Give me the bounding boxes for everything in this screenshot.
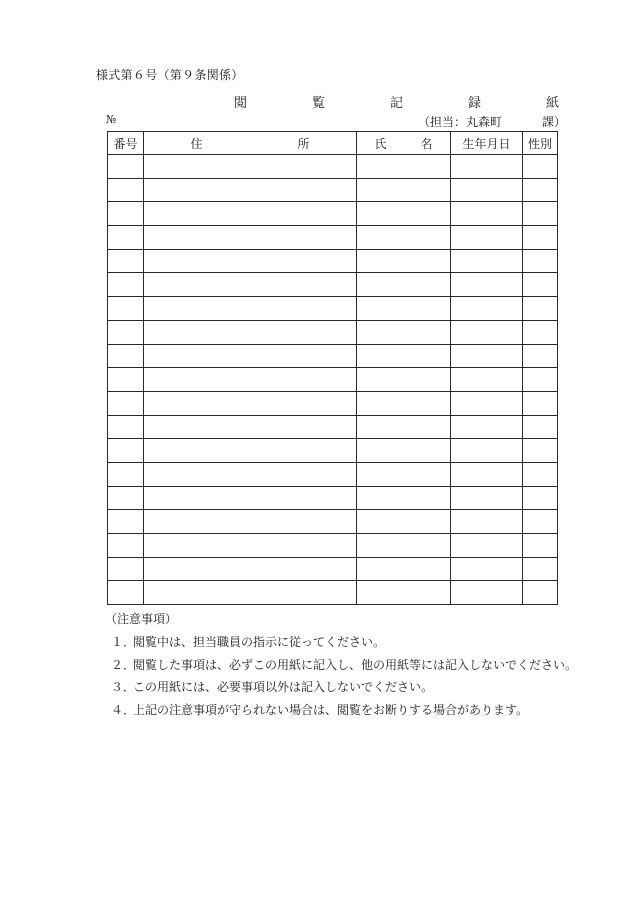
cell-address [144,557,357,581]
cell-address [144,368,357,392]
cell-number [108,510,144,534]
header-birthdate: 生年月日 [451,132,523,155]
cell-birthdate [451,557,523,581]
header-name-1: 氏 [374,136,387,151]
cell-birthdate [451,391,523,415]
cell-birthdate [451,439,523,463]
cell-number [108,368,144,392]
note-text: 閲覧した事項は、必ずこの用紙に記入し、他の用紙等には記入しないでください。 [133,657,578,672]
note-item [103,656,577,673]
cell-sex [523,439,558,463]
cell-name [357,320,451,344]
cell-name [357,249,451,273]
header-row [108,132,558,155]
cell-birthdate [451,510,523,534]
notes-list [103,633,577,718]
table-row [108,462,558,486]
cell-address [144,486,357,510]
cell-birthdate [451,368,523,392]
cell-name [357,557,451,581]
cell-name [357,534,451,558]
number-mark: № [106,113,117,126]
cell-address [144,155,357,179]
cell-sex [523,226,558,250]
cell-name [357,344,451,368]
table-row [108,391,558,415]
cell-birthdate [451,178,523,202]
cell-number [108,462,144,486]
cell-birthdate [451,581,523,605]
cell-name [357,178,451,202]
cell-birthdate [451,320,523,344]
cell-sex [523,581,558,605]
table-row [108,226,558,250]
cell-birthdate [451,486,523,510]
header-address-1: 住 [190,136,203,151]
cell-number [108,178,144,202]
table-row [108,581,558,605]
note-number: ２． [111,657,136,672]
charge-suffix: 課） [542,115,567,129]
table-row [108,510,558,534]
cell-number [108,557,144,581]
cell-sex [523,202,558,226]
header-name-2: 名 [420,136,433,151]
cell-address [144,344,357,368]
table-row [108,202,558,226]
cell-address [144,439,357,463]
charge-department [418,113,566,130]
cell-address [144,581,357,605]
cell-address [144,249,357,273]
cell-name [357,462,451,486]
table-row [108,415,558,439]
form-label: 様式第６号（第９条関係） [96,68,244,82]
note-item [103,678,577,695]
table-row [108,344,558,368]
header-name [357,132,451,155]
cell-sex [523,534,558,558]
note-number: ３． [111,680,136,694]
cell-sex [523,415,558,439]
header-sex: 性別 [523,132,558,155]
cell-address [144,320,357,344]
cell-address [144,391,357,415]
cell-sex [523,297,558,321]
notes-section [103,610,577,723]
cell-birthdate [451,155,523,179]
cell-address [144,297,357,321]
cell-birthdate [451,534,523,558]
table-row [108,178,558,202]
cell-name [357,439,451,463]
cell-name [357,202,451,226]
cell-sex [523,557,558,581]
note-text: 閲覧中は、担当職員の指示に従ってください。 [133,635,386,649]
cell-name [357,273,451,297]
cell-name [357,510,451,534]
page-title: 閲 覧 記 録 紙 [234,96,586,111]
table-row [108,320,558,344]
cell-address [144,462,357,486]
cell-number [108,581,144,605]
cell-name [357,226,451,250]
cell-number [108,391,144,415]
cell-sex [523,510,558,534]
cell-birthdate [451,462,523,486]
header-address [144,132,357,155]
cell-number [108,415,144,439]
cell-number [108,273,144,297]
cell-sex [523,273,558,297]
header-number: 番号 [108,132,144,155]
cell-name [357,486,451,510]
cell-number [108,155,144,179]
table-row [108,249,558,273]
cell-address [144,510,357,534]
cell-address [144,178,357,202]
cell-name [357,415,451,439]
table-row [108,297,558,321]
cell-name [357,368,451,392]
cell-address [144,226,357,250]
note-text: この用紙には、必要事項以外は記入しないでください。 [133,680,434,694]
table-row [108,439,558,463]
cell-birthdate [451,226,523,250]
cell-name [357,581,451,605]
cell-sex [523,178,558,202]
cell-sex [523,368,558,392]
cell-number [108,534,144,558]
note-number: １． [111,635,136,649]
cell-birthdate [451,297,523,321]
cell-birthdate [451,415,523,439]
cell-name [357,391,451,415]
cell-number [108,249,144,273]
cell-name [357,155,451,179]
header-address-2: 所 [297,136,310,151]
cell-sex [523,462,558,486]
cell-sex [523,486,558,510]
notes-title: （注意事項） [105,612,178,626]
cell-sex [523,320,558,344]
cell-number [108,439,144,463]
record-table [107,131,558,605]
cell-name [357,297,451,321]
cell-sex [523,344,558,368]
cell-sex [523,249,558,273]
table-row [108,273,558,297]
cell-address [144,415,357,439]
cell-birthdate [451,249,523,273]
cell-number [108,486,144,510]
cell-address [144,202,357,226]
cell-birthdate [451,344,523,368]
note-item [103,633,577,650]
cell-address [144,534,357,558]
table-row [108,557,558,581]
table-row [108,486,558,510]
cell-sex [523,391,558,415]
note-text: 上記の注意事項が守られない場合は、閲覧をお断りする場合があります。 [133,702,529,717]
cell-number [108,226,144,250]
cell-number [108,320,144,344]
cell-birthdate [451,273,523,297]
table-row [108,534,558,558]
cell-sex [523,155,558,179]
note-item [103,701,577,718]
cell-birthdate [451,202,523,226]
cell-number [108,202,144,226]
note-number: ４． [111,702,136,717]
cell-address [144,273,357,297]
cell-number [108,297,144,321]
table-row [108,155,558,179]
charge-prefix: （担当：丸森町 [418,115,503,129]
cell-number [108,344,144,368]
table-row [108,368,558,392]
